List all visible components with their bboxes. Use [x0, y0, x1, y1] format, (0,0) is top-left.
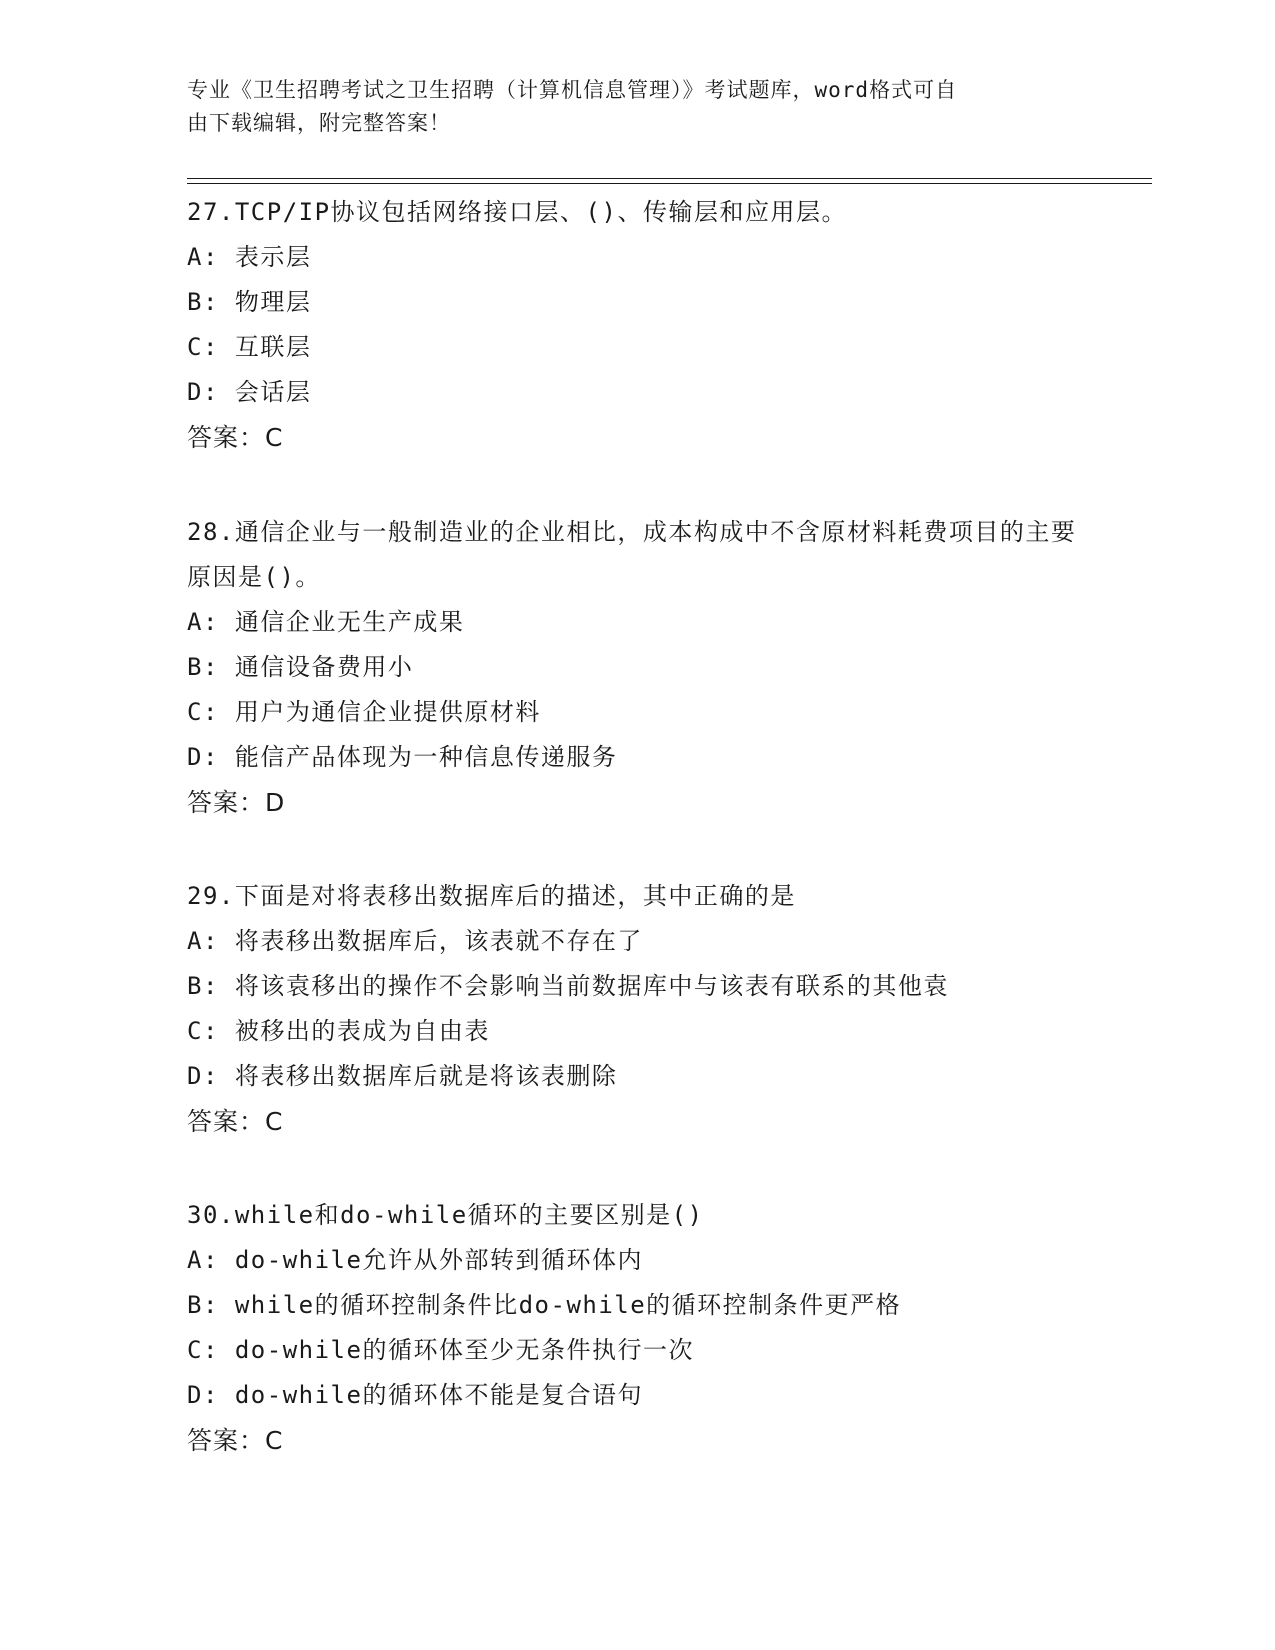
- answer-label: 答案：C: [187, 1426, 284, 1455]
- option-d: D: 将表移出数据库后就是将该表删除: [187, 1062, 618, 1090]
- question-28: [187, 510, 1087, 825]
- option-d: D: 能信产品体现为一种信息传递服务: [187, 743, 618, 771]
- header-line-2: 由下载编辑，附完整答案！: [187, 111, 451, 135]
- option-a: A: 表示层: [187, 243, 312, 271]
- option-d: D: 会话层: [187, 378, 312, 406]
- option-b: B: 物理层: [187, 288, 312, 316]
- question-30: [187, 1193, 1087, 1463]
- answer-label: 答案：C: [187, 1107, 284, 1136]
- option-c: C: 用户为通信企业提供原材料: [187, 698, 541, 726]
- question-stem: 27.TCP/IP协议包括网络接口层、()、传输层和应用层。: [187, 198, 847, 226]
- option-a: A: 通信企业无生产成果: [187, 608, 465, 636]
- option-d: D: do-while的循环体不能是复合语句: [187, 1381, 643, 1409]
- question-29: [187, 874, 1087, 1144]
- question-stem: 28.通信企业与一般制造业的企业相比，成本构成中不含原材料耗费项目的主要原因是()。: [187, 518, 1077, 591]
- header-divider-bottom: [187, 183, 1152, 184]
- option-c: C: do-while的循环体至少无条件执行一次: [187, 1336, 694, 1364]
- option-b: B: while的循环控制条件比do-while的循环控制条件更严格: [187, 1291, 902, 1319]
- option-b: B: 通信设备费用小: [187, 653, 414, 681]
- question-27: [187, 190, 1087, 460]
- question-stem: 29.下面是对将表移出数据库后的描述，其中正确的是: [187, 882, 796, 910]
- header-line-1: 专业《卫生招聘考试之卫生招聘（计算机信息管理）》考试题库，word格式可自: [187, 78, 958, 102]
- header-divider-top: [187, 178, 1152, 179]
- document-header: [187, 74, 1087, 140]
- option-a: A: do-while允许从外部转到循环体内: [187, 1246, 643, 1274]
- answer-label: 答案：C: [187, 423, 284, 452]
- option-a: A: 将表移出数据库后，该表就不存在了: [187, 927, 643, 955]
- option-c: C: 互联层: [187, 333, 312, 361]
- answer-label: 答案：D: [187, 788, 286, 817]
- question-stem: 30.while和do-while循环的主要区别是(): [187, 1201, 704, 1229]
- option-c: C: 被移出的表成为自由表: [187, 1017, 490, 1045]
- option-b: B: 将该袁移出的操作不会影响当前数据库中与该表有联系的其他袁: [187, 972, 949, 1000]
